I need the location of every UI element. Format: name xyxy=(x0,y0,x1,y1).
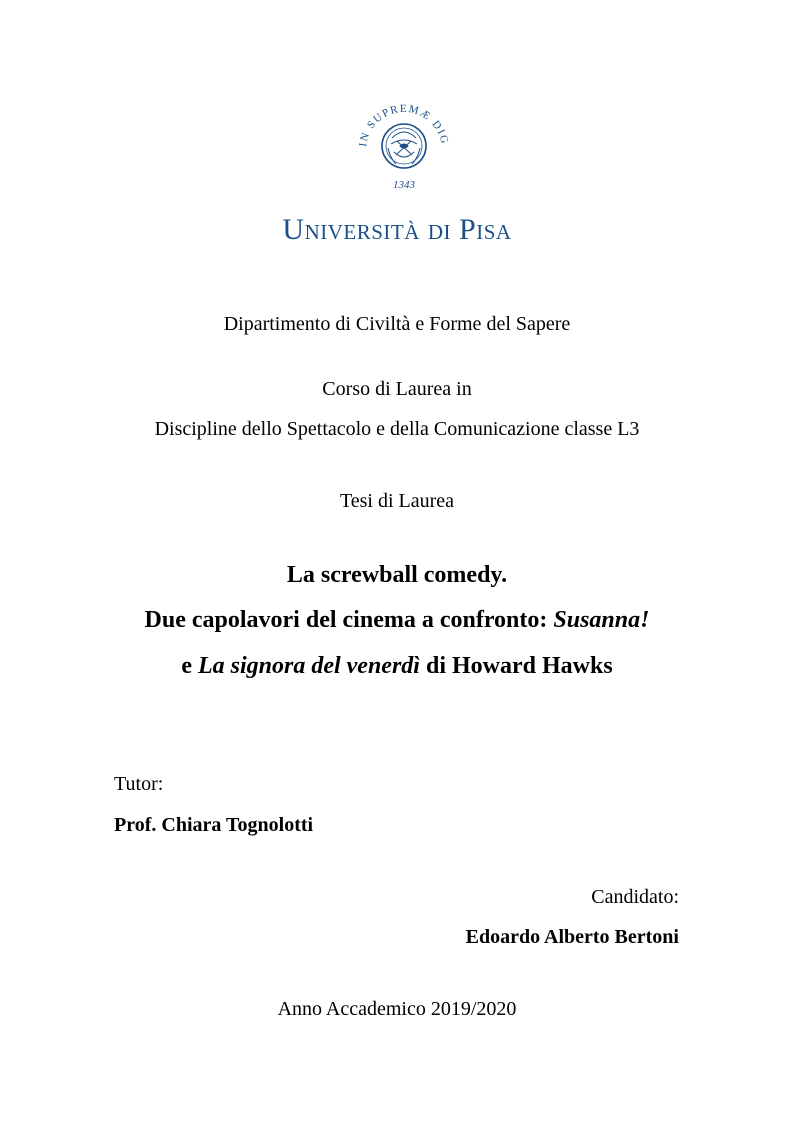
university-name: Università di Pisa xyxy=(282,213,512,246)
university-seal xyxy=(356,92,452,192)
tutor-name: Prof. Chiara Tognolotti xyxy=(114,814,314,836)
title-line2-text: Due capolavori del cinema a confronto: xyxy=(144,607,554,633)
course-line2: Discipline dello Spettacolo e della Comunicazione classe L3 xyxy=(154,418,640,440)
thesis-title-line2 xyxy=(0,605,794,635)
title-film-signora: La signora del venerdì xyxy=(197,653,420,679)
department: Dipartimento di Civiltà e Forme del Sapere xyxy=(223,313,571,335)
title-film-susanna: Susanna! xyxy=(553,607,650,633)
candidate-label: Candidato: xyxy=(591,886,679,908)
seal-motto: IN SUPREMÆ DIG xyxy=(357,102,451,148)
course-line1: Corso di Laurea in xyxy=(322,378,472,400)
tutor-label: Tutor: xyxy=(114,773,164,795)
thesis-title-line1: La screwball comedy. xyxy=(286,562,508,588)
seal-emblem-icon xyxy=(356,92,452,192)
seal-year: 1343 xyxy=(393,179,415,191)
thesis-title-line3 xyxy=(0,651,794,681)
title-line3-prefix: e xyxy=(181,653,198,679)
candidate-name: Edoardo Alberto Bertoni xyxy=(465,926,679,948)
thesis-type: Tesi di Laurea xyxy=(339,490,455,512)
academic-year: Anno Accademico 2019/2020 xyxy=(277,998,517,1020)
title-line3-suffix: di Howard Hawks xyxy=(419,653,613,679)
